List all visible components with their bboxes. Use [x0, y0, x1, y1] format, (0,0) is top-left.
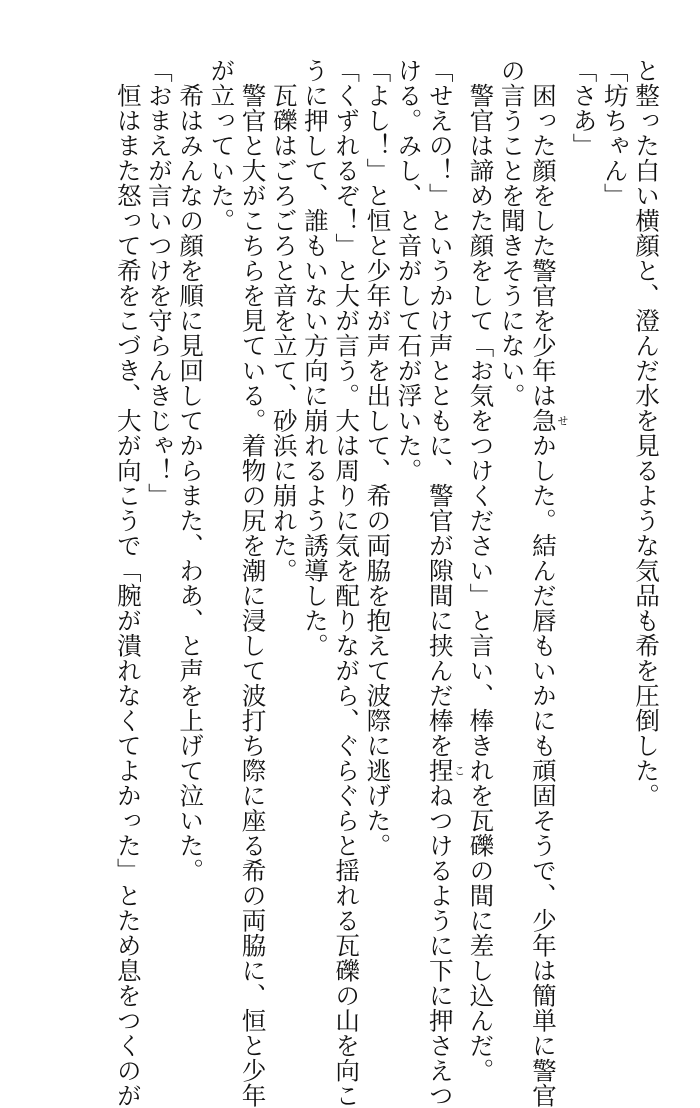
text-line-5: の言うことを聞きそうにない。: [497, 58, 527, 408]
ruby-kone-reading: こ: [452, 758, 466, 783]
text-line-1: と整った白い横顔と、澄んだ水を見るような気品も希を圧倒した。: [632, 58, 661, 808]
ruby-seka-reading: せ: [555, 408, 569, 433]
text-line-16: 「おまえが言いつけを守らんきじゃ！」: [144, 58, 174, 508]
text-line-7: [425, 58, 466, 1108]
ruby-kone: [425, 758, 466, 783]
text-line-3: 「さあ」: [569, 58, 599, 158]
text-line-7-part-1: 「せえの！」というかけ声とともに、警官が隙間に挟んだ棒を: [425, 58, 455, 758]
text-line-10: 「くずれるぞ！」と大が言う。大は周りに気を配りながら、ぐらぐらと揺れる瓦礫の山を向こ: [332, 58, 362, 1108]
text-line-4-part-1: 困った顔をした警官を少年は: [528, 58, 558, 408]
text-line-17: 恒はまた怒って希をこづき、大が向こうで「腕が潰れなくてよかった」とため息をつくのが: [113, 58, 143, 1108]
vertical-text-body: [113, 58, 662, 1108]
text-line-7-part-2: ねつけるように下に押さえつ: [425, 783, 455, 1108]
text-line-4: [528, 58, 569, 1108]
text-line-11: うに押して、誰もいない方向に崩れるよう誘導した。: [300, 58, 330, 658]
text-line-14: が立っていた。: [207, 58, 237, 233]
ruby-seka-base: 急: [528, 408, 558, 433]
text-line-12: 瓦礫はごろごろと音を立て、砂浜に崩れた。: [269, 58, 299, 583]
text-line-2: 「坊ちゃん」: [600, 58, 630, 208]
text-line-15: 希はみんなの顔を順に見回してからまた、わあ、と声を上げて泣いた。: [176, 58, 206, 883]
ruby-kone-base: 捏: [425, 758, 455, 783]
text-line-6: 警官は諦めた顔をして「お気をつけください」と言い、棒きれを瓦礫の間に差し込んだ。: [466, 58, 496, 1083]
text-line-9: 「よし！」と恒と少年が声を出して、希の両脇を抱えて波際に逃げた。: [363, 58, 393, 858]
text-line-8: ける。みし、と音がして石が浮いた。: [394, 58, 424, 483]
text-line-13: 警官と大がこちらを見ている。着物の尻を潮に浸して波打ち際に座る希の両脇に、恒と少年: [238, 58, 268, 1108]
text-line-4-part-2: かした。結んだ唇もいかにも頑固そうで、少年は簡単に警官: [528, 433, 558, 1108]
ruby-seka: [528, 408, 569, 433]
